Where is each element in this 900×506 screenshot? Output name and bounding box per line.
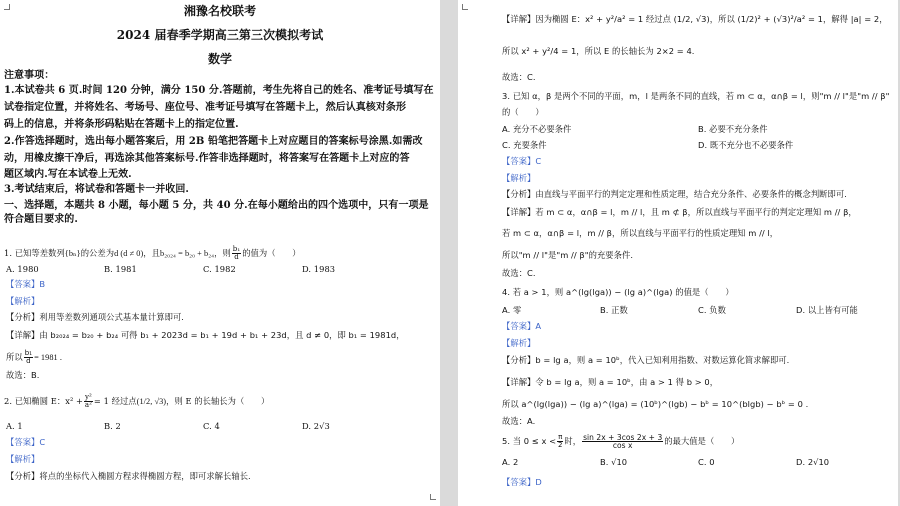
option-a: A. 1 — [6, 421, 23, 431]
detail-text: 【详解】若 m ⊂ α，α∩β = l，m // l，且 m ⊄ β，所以直线与平面平行的判定定理知 m // β， — [502, 207, 857, 217]
choice-text: 故选：A. — [502, 416, 536, 426]
choice-text: 故选：B. — [6, 370, 40, 380]
exam-title: 2024 届春季学期高三第三次模拟考试 — [116, 28, 324, 42]
conclusion-text: 所以"m // l"是"m // β"的充要条件. — [502, 250, 634, 260]
conclusion-text: 所以 x² + y²/4 = 1，所以 E 的长轴长为 2×2 = 4. — [502, 46, 695, 56]
option-c: C. 1982 — [203, 264, 236, 274]
notice-line: 试卷指定位置，并将姓名、考场号、座位号、准考证号填写在答题卡上，然后认真核对条形 — [4, 102, 406, 113]
question-1-stem: 1. 已知等差数列{bₙ}的公差为d (d ≠ 0)，且b₂₀₂₄ = b₂₀ + b₂₄，则 $\frac{\text{b₁}}{d}$ 的值为（ ） — [4, 245, 301, 261]
subject-title: 数学 — [207, 52, 233, 66]
analysis-tag: 【解析】 — [502, 338, 536, 348]
detail-text: 若 m ⊂ α，α∩β = l，m // β，所以直线与平面平行的性质定理知 m // l， — [502, 228, 779, 238]
option-d: D. 既不充分也不必要条件 — [698, 140, 794, 150]
option-a: A. 充分不必要条件 — [502, 124, 572, 134]
detail-text: 【详解】令 b = lg a，则 a = 10ᵇ，由 a > 1 得 b > 0， — [502, 377, 719, 387]
analysis-tag: 【解析】 — [6, 454, 40, 464]
page-gutter — [440, 0, 458, 506]
crop-mark — [462, 4, 468, 10]
notice-line: 2.作答选择题时，选出每小题答案后，用 2B 铅笔把答题卡上对应题目的答案标号涂黑.如需改 — [4, 136, 423, 147]
option-c: C. 充要条件 — [502, 140, 547, 150]
section-heading: 符合题目要求的. — [4, 214, 78, 225]
analysis-tag: 【解析】 — [502, 173, 536, 183]
choice-text: 故选：C. — [502, 72, 536, 82]
conclusion-text: 所以 $\frac{\text{b₁}}{d}$ = 1981 . — [6, 349, 62, 365]
option-b: B. 正数 — [600, 305, 628, 315]
answer-tag: 【答案】C — [6, 437, 46, 447]
question-2-stem: 2. 已知椭圆 E：x² + $\frac{\text{y²}}{\text{a²}}$ = 1 经过点(1/2, √3)，则 E 的长轴长为（ ） — [4, 393, 270, 409]
fraction: $\frac{\text{y²}}{\text{a²}}$ — [84, 393, 93, 409]
answer-tag: 【答案】D — [502, 477, 542, 487]
option-b: B. 2 — [104, 421, 121, 431]
option-d: D. 2√10 — [796, 457, 830, 467]
question-4-stem: 4. 若 a > 1，则 a^(lg(lga)) − (lg a)^(lga) 的值是（ ） — [502, 287, 734, 297]
analysis-tag: 【解析】 — [6, 296, 40, 306]
option-d: D. 1983 — [302, 264, 336, 274]
notice-title: 注意事项： — [4, 70, 55, 81]
option-c: C. 负数 — [698, 305, 726, 315]
crop-mark — [430, 494, 436, 500]
answer-tag: 【答案】B — [6, 279, 46, 289]
option-c: C. 0 — [698, 457, 715, 467]
notice-line: 动，用橡皮擦干净后，再选涂其他答案标号.作答非选择题时，将答案写在答题卡上对应的答 — [4, 153, 410, 164]
option-b: B. 必要不充分条件 — [698, 124, 768, 134]
option-c: C. 4 — [203, 421, 220, 431]
option-a: A. 零 — [502, 305, 522, 315]
notice-line: 3.考试结束后，将试卷和答题卡一并收回. — [4, 184, 189, 195]
page-left — [0, 0, 440, 506]
question-3-stem: 3. 已知 α，β 是两个不同的平面，m，l 是两条不同的直线，若 m ⊂ α，α∩β = l，则"m // l"是"m // β" — [502, 91, 890, 101]
detail-text: 【详解】因为椭圆 E：x² + y²/a² = 1 经过点 (1/2, √3)，所以 (1/2)² + (√3)²/a² = 1，解得 |a| = 2， — [502, 14, 888, 24]
option-a: A. 2 — [502, 457, 519, 467]
fraction: $\frac{\text{b₁}}{d}$ — [24, 349, 33, 365]
choice-text: 故选：C. — [502, 268, 536, 278]
school-title: 湘豫名校联考 — [183, 4, 257, 18]
section-heading: 一、选择题，本题共 8 小题，每小题 5 分，共 40 分.在每小题给出的四个选项中，只有一项是 — [4, 200, 429, 211]
analysis-text: 【分析】由直线与平面平行的判定定理和性质定理，结合充分条件、必要条件的概念判断即可. — [502, 189, 847, 199]
analysis-text: 【分析】b = lg a，则 a = 10ᵇ，代入已知利用指数、对数运算化简求解即可. — [502, 355, 790, 365]
analysis-text: 【分析】利用等差数列通项公式基本量计算即可. — [6, 312, 184, 322]
analysis-text: 【分析】将点的坐标代入椭圆方程求得椭圆方程，即可求解长轴长. — [6, 471, 251, 481]
answer-tag: 【答案】C — [502, 156, 542, 166]
question-5-stem: 5. 当 0 ≤ x < $\frac{\pi}{2}$ 时， $\frac{\sin 2x + 3\cos 2x + 3}{\text{cos x}}$ 的最大值是（ ） — [502, 433, 740, 450]
fraction: $\frac{\pi}{2}$ — [557, 433, 563, 449]
option-b: B. √10 — [600, 457, 628, 467]
option-d: D. 2√3 — [302, 421, 330, 431]
option-a: A. 1980 — [6, 264, 39, 274]
answer-tag: 【答案】A — [502, 321, 542, 331]
notice-line: 题区域内.写在本试卷上无效. — [4, 169, 132, 180]
option-b: B. 1981 — [104, 264, 137, 274]
notice-line: 1.本试卷共 6 页.时间 120 分钟，满分 150 分.答题前，考生先将自己的姓名、准考证号填写在 — [4, 85, 434, 96]
notice-line: 码上的信息，并将条形码粘贴在答题卡上的指定位置. — [4, 119, 239, 130]
page-right — [458, 0, 898, 506]
fraction: $\frac{\text{b₁}}{d}$ — [232, 245, 241, 261]
option-d: D. 以上皆有可能 — [796, 305, 858, 315]
detail-text: 【详解】由 b₂₀₂₄ = b₂₀ + b₂₄ 可得 b₁ + 2023d = b₁ + 19d + b₁ + 23d，且 d ≠ 0，即 b₁ = 1981d， — [6, 330, 405, 340]
fraction: $\frac{\sin 2x + 3\cos 2x + 3}{\text{cos x}}$ — [583, 433, 663, 450]
conclusion-text: 所以 a^(lg(lga)) − (lg a)^(lga) = (10ᵇ)^(lgb) − bᵇ = 10^(blgb) − bᵇ = 0 . — [502, 399, 809, 409]
question-3-stem-cont: 的（ ） — [502, 107, 544, 117]
